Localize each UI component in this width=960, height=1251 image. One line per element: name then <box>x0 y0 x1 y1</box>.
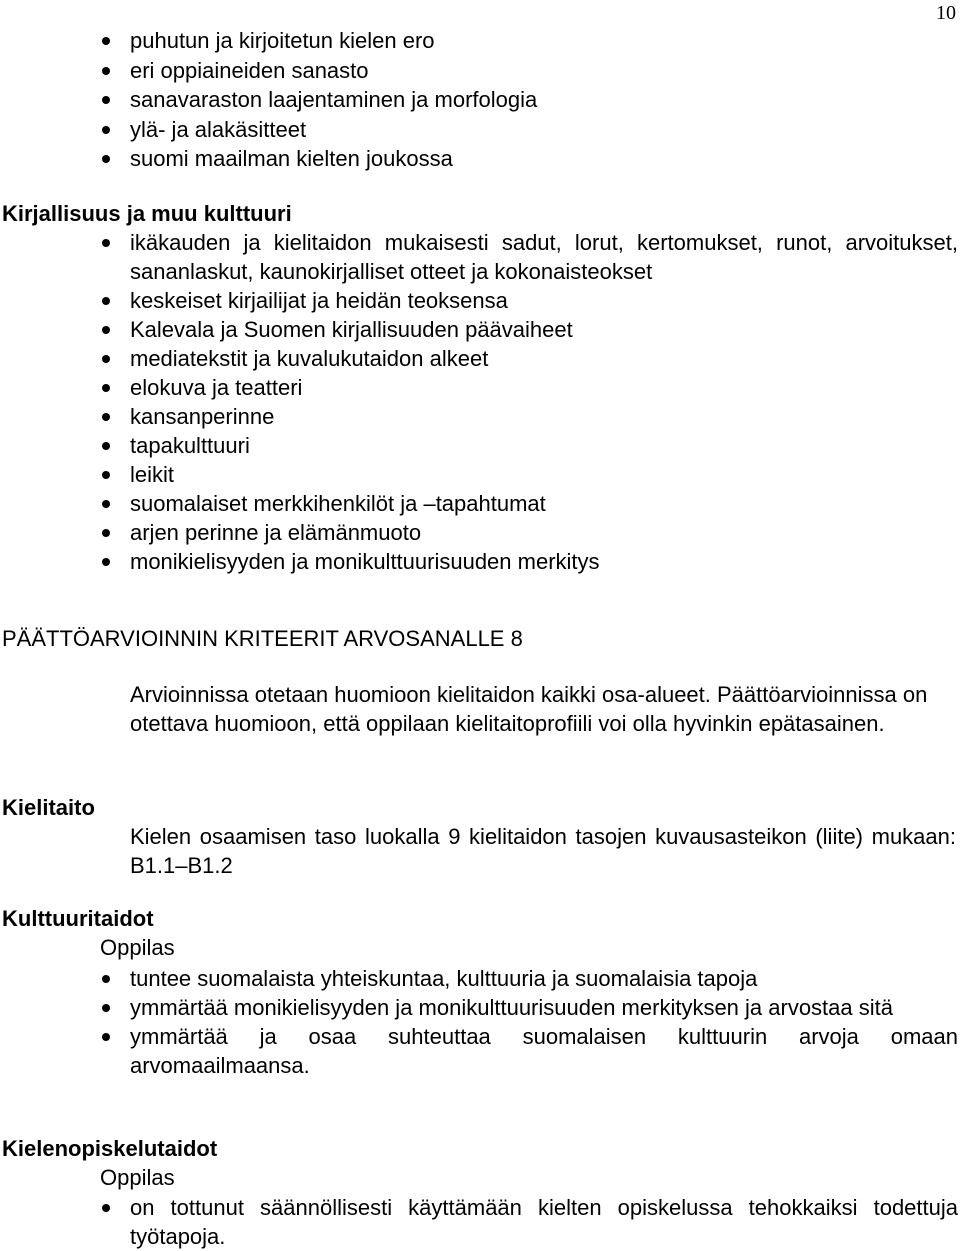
study-skills-heading: Kielenopiskelutaidot <box>2 1136 218 1161</box>
list-item: sanavaraston laajentaminen ja morfologia <box>102 85 958 115</box>
list-item: suomi maailman kielten joukossa <box>102 144 958 174</box>
list-item: eri oppiaineiden sanasto <box>102 56 958 86</box>
page-number: 10 <box>936 2 956 24</box>
list-item: monikielisyyden ja monikulttuurisuuden merkitys <box>102 547 958 576</box>
list-item: leikit <box>102 460 958 489</box>
list-item: keskeiset kirjailijat ja heidän teoksensa <box>102 286 958 315</box>
list-item: on tottunut säännöllisesti käyttämään kielten opiskelussa tehokkaiksi todettuja työtapoja. <box>102 1193 958 1251</box>
literature-topics-list <box>102 228 958 576</box>
list-item: Kalevala ja Suomen kirjallisuuden päävaiheet <box>102 315 958 344</box>
language-skill-label: Kielitaito <box>2 795 95 820</box>
study-skills-list <box>102 1193 958 1251</box>
culture-skills-heading: Kulttuuritaidot <box>2 906 154 931</box>
literature-heading: Kirjallisuus ja muu kulttuuri <box>2 201 292 226</box>
culture-skills-list <box>102 964 958 1080</box>
language-topics-list <box>102 26 958 174</box>
study-skills-subject: Oppilas <box>100 1165 175 1190</box>
language-skill-text: Kielen osaamisen taso luokalla 9 kielitaidon tasojen kuvausasteikon (liite) mukaan: B1.1–B1.2 <box>130 824 956 878</box>
list-item: ikäkauden ja kielitaidon mukaisesti sadut, lorut, kertomukset, runot, arvoitukset, sananlaskut, kaunokirjalliset otteet ja kokonaisteokset <box>102 228 958 286</box>
list-item: arjen perinne ja elämänmuoto <box>102 518 958 547</box>
list-item: puhutun ja kirjoitetun kielen ero <box>102 26 958 56</box>
list-item: ymmärtää ja osaa suhteuttaa suomalaisen kulttuurin arvoja omaan arvomaailmaansa. <box>102 1022 958 1080</box>
list-item: ylä- ja alakäsitteet <box>102 115 958 145</box>
list-item: tuntee suomalaista yhteiskuntaa, kulttuuria ja suomalaisia tapoja <box>102 964 958 993</box>
criteria-heading: PÄÄTTÖARVIOINNIN KRITEERIT ARVOSANALLE 8 <box>2 626 523 651</box>
list-item: tapakulttuuri <box>102 431 958 460</box>
culture-skills-subject: Oppilas <box>100 935 175 960</box>
list-item: elokuva ja teatteri <box>102 373 958 402</box>
criteria-intro: Arvioinnissa otetaan huomioon kielitaidon kaikki osa-alueet. Päättöarvioinnissa on otettava huomioon, että oppilaan kielitaitoprofiili voi olla hyvinkin epätasainen. <box>130 682 928 736</box>
list-item: kansanperinne <box>102 402 958 431</box>
list-item: suomalaiset merkkihenkilöt ja –tapahtumat <box>102 489 958 518</box>
list-item: ymmärtää monikielisyyden ja monikulttuurisuuden merkityksen ja arvostaa sitä <box>102 993 958 1022</box>
list-item: mediatekstit ja kuvalukutaidon alkeet <box>102 344 958 373</box>
